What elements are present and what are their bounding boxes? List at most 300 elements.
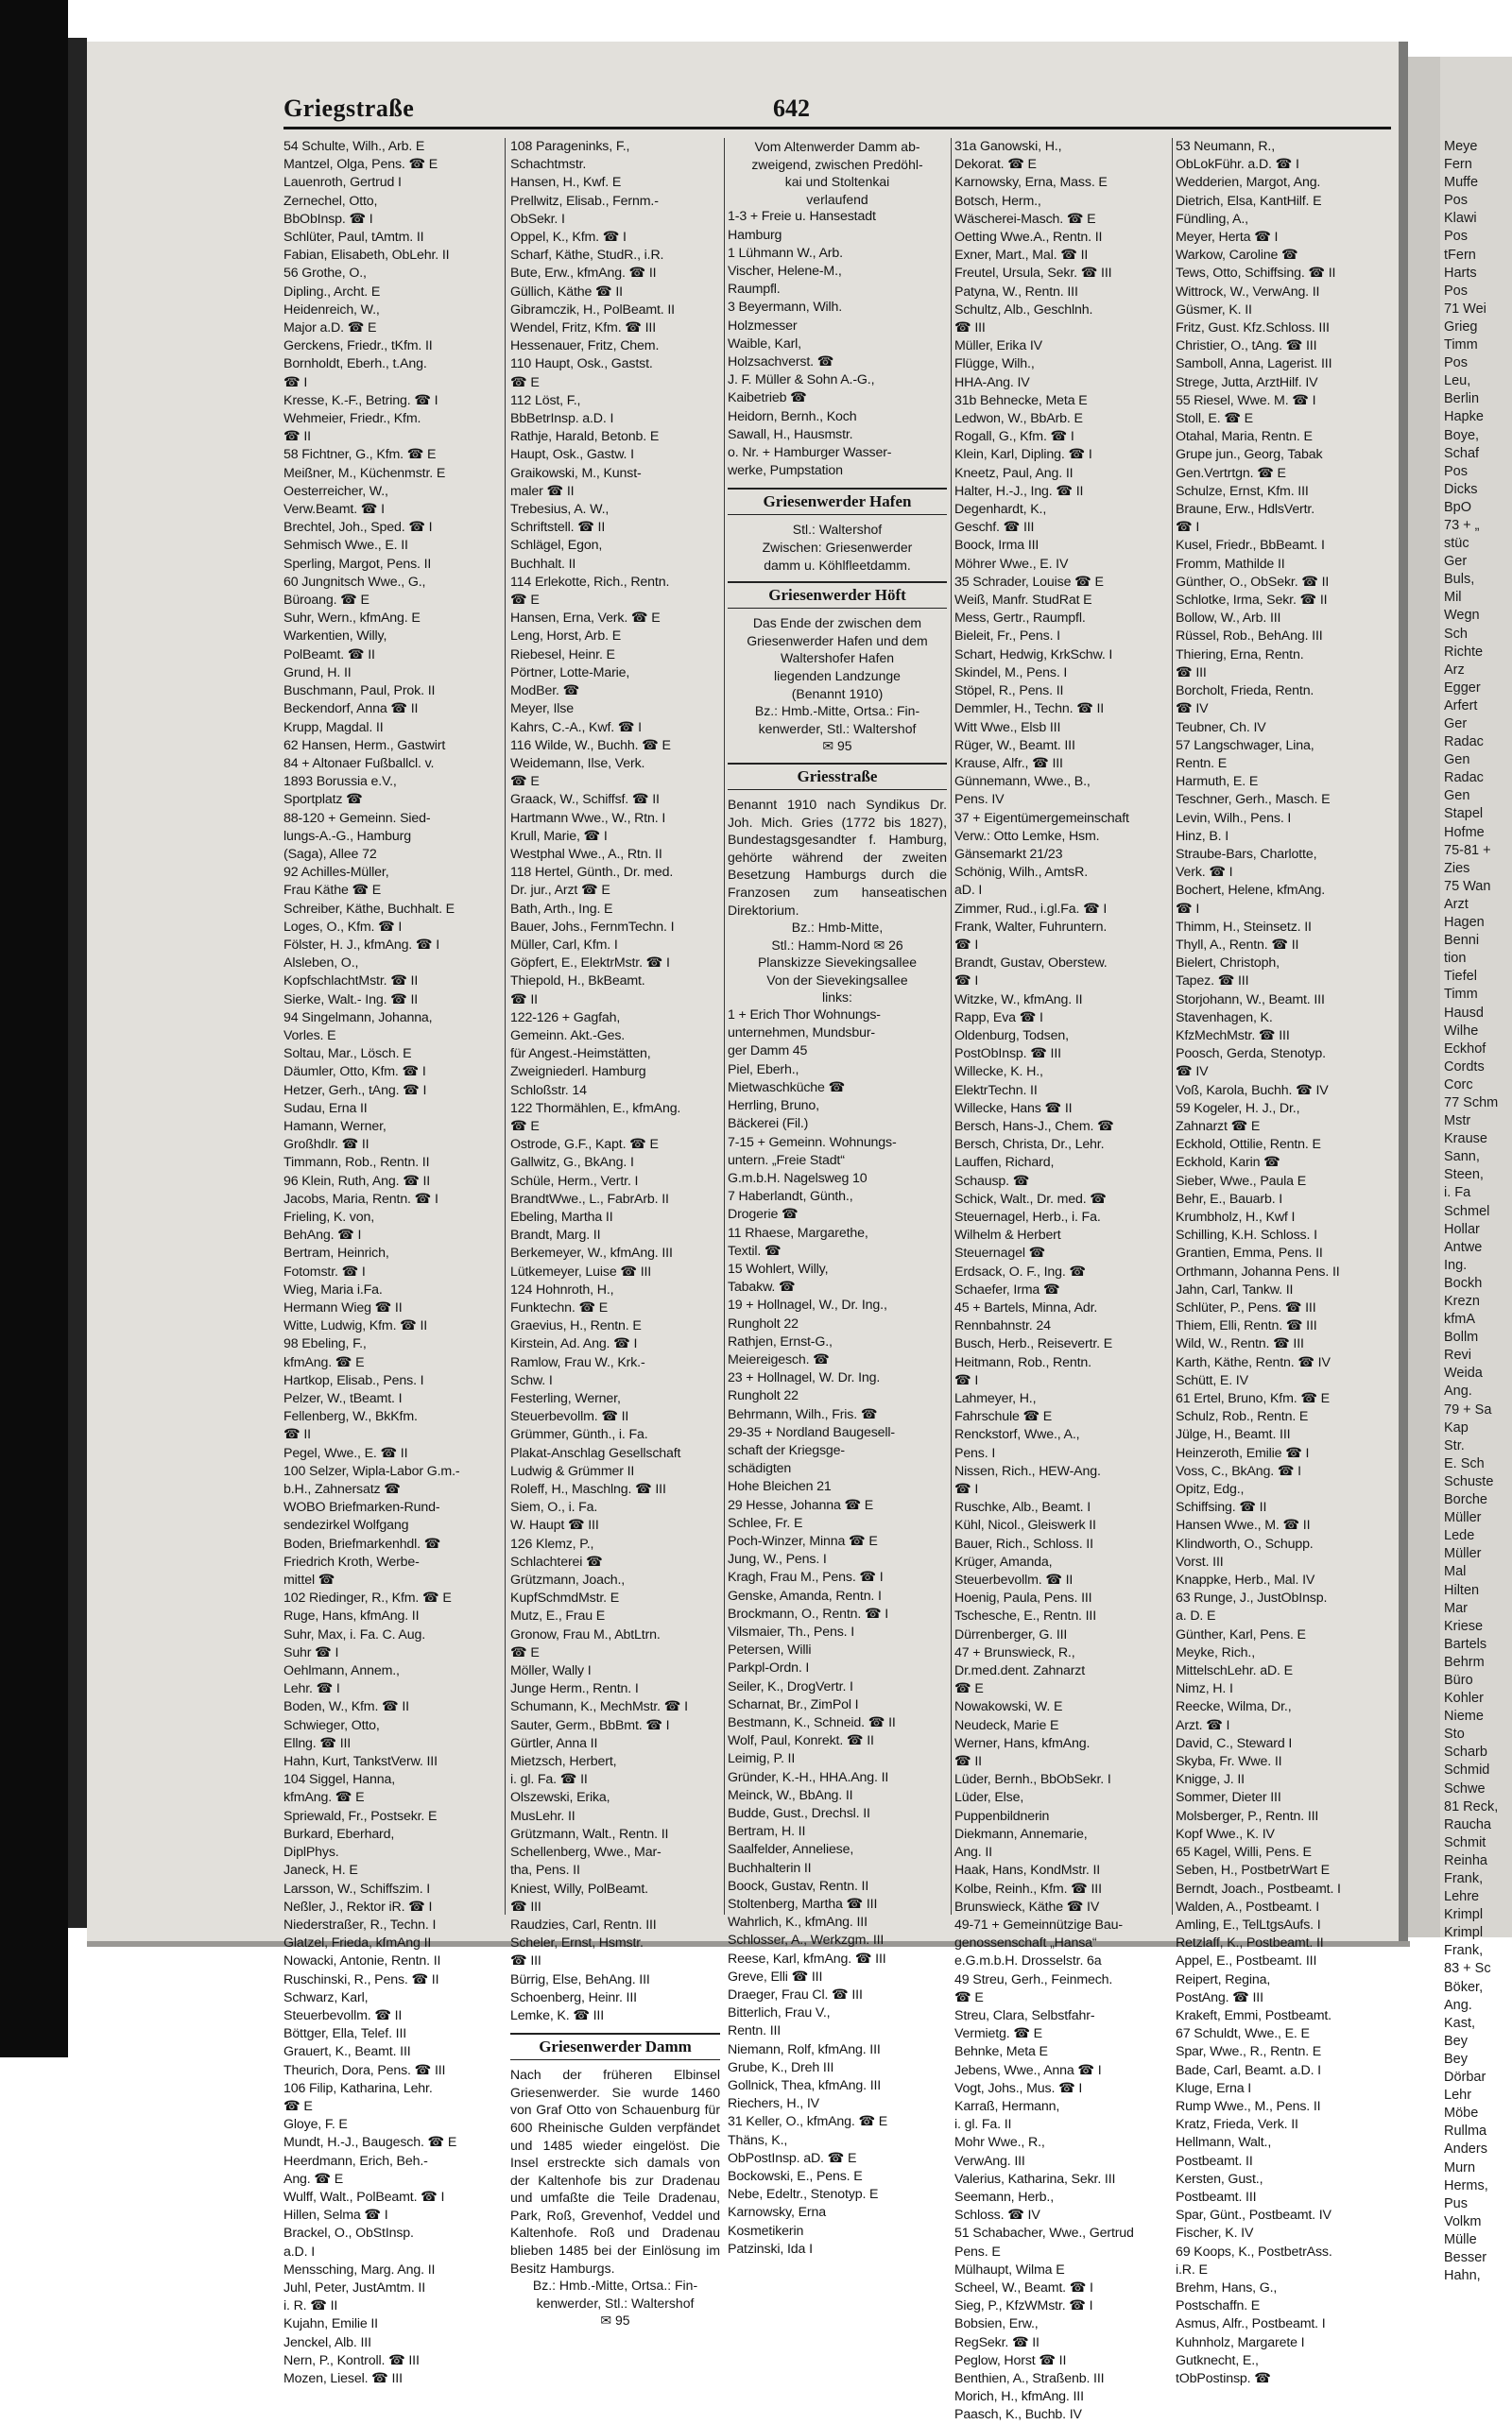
directory-entry: 57 Langschwager, Lina, bbox=[1176, 737, 1314, 753]
directory-entry: Schloss. ☎ IV bbox=[954, 2208, 1040, 2224]
column-1-entries bbox=[284, 138, 501, 2388]
directory-entry: Bürrig, Else, BehAng. III bbox=[510, 1971, 650, 1987]
directory-entry: Junge Herm., Rentn. I bbox=[510, 1681, 639, 1697]
directory-entry: 29-35 + Nordland Baugesell- bbox=[728, 1424, 895, 1440]
directory-entry: Oesterreicher, W., bbox=[284, 483, 388, 499]
next-page-entry-fragment: Raucha bbox=[1444, 1816, 1491, 1832]
directory-entry: 122-126 + Gagfah, bbox=[510, 1009, 621, 1025]
directory-entry: Kolbe, Reinh., Kfm. ☎ III bbox=[954, 1881, 1102, 1897]
next-page-entry-fragment: Volkm bbox=[1444, 2213, 1482, 2229]
directory-entry: Lemke, K. ☎ III bbox=[510, 2007, 605, 2023]
directory-entry: Meinck, W., BbAng. II bbox=[728, 1787, 853, 1803]
next-page-entry-fragment: Buls, bbox=[1444, 572, 1475, 588]
directory-entry: Behr, E., Bauarb. I bbox=[1176, 1191, 1283, 1207]
next-page-entry-fragment: i. Fa bbox=[1444, 1185, 1471, 1201]
directory-entry: Oetting Wwe.A., Rentn. II bbox=[954, 230, 1103, 246]
section-meta bbox=[510, 2277, 720, 2330]
directory-entry: 102 Riedinger, R., Kfm. ☎ E bbox=[284, 1591, 452, 1607]
street-description bbox=[728, 138, 947, 208]
directory-entry: Patzinski, Ida I bbox=[728, 2241, 813, 2257]
directory-entry: Bollow, W., Arb. III bbox=[1176, 611, 1281, 627]
next-page-entry-fragment: BpO bbox=[1444, 499, 1472, 515]
directory-entry: KopfschlachtMstr. ☎ II bbox=[284, 973, 419, 989]
column-divider bbox=[951, 138, 952, 1915]
directory-entry: Bieleit, Fr., Pens. I bbox=[954, 628, 1060, 645]
directory-entry: Beckendorf, Anna ☎ II bbox=[284, 701, 419, 717]
directory-entry: Juhl, Peter, JustAmtm. II bbox=[284, 2279, 425, 2296]
directory-entry: Wedderien, Margot, Ang. bbox=[1176, 175, 1321, 191]
directory-entry: Otahal, Maria, Rentn. E bbox=[1176, 429, 1313, 445]
directory-entry: PostAng. ☎ III bbox=[1176, 1989, 1263, 2005]
directory-entry: 122 Thormählen, E., kfmAng. bbox=[510, 1100, 681, 1116]
directory-entry: 61 Ertel, Bruno, Kfm. ☎ E bbox=[1176, 1391, 1330, 1407]
directory-entry: Frank, Walter, Fuhruntern. bbox=[954, 919, 1108, 935]
directory-entry: Schwarz, Karl, bbox=[284, 1989, 369, 2005]
directory-entry: Gürtler, Anna II bbox=[510, 1735, 598, 1751]
directory-entry: ☎ I bbox=[954, 973, 979, 989]
directory-entry: Raudzies, Carl, Rentn. III bbox=[510, 1917, 657, 1933]
directory-entry: Renckstorf, Wwe., A., bbox=[954, 1427, 1080, 1443]
directory-entry: Rungholt 22 bbox=[728, 1316, 799, 1332]
directory-entry: Verw.: Otto Lemke, Hsm. bbox=[954, 828, 1100, 844]
next-page-entry-fragment: Eckhof bbox=[1444, 1041, 1486, 1057]
section-info-line: links: bbox=[822, 989, 852, 1006]
directory-entry: Sieber, Wwe., Paula E bbox=[1176, 1173, 1307, 1189]
directory-entry: Schlotke, Irma, Sekr. ☎ II bbox=[1176, 593, 1328, 609]
section-meta bbox=[728, 521, 947, 574]
directory-entry: Sportplatz ☎ bbox=[284, 792, 363, 808]
directory-entry: Kaibetrieb ☎ bbox=[728, 390, 807, 406]
directory-entry: i.R. E bbox=[1176, 2262, 1208, 2278]
directory-entry: Tapez. ☎ III bbox=[1176, 973, 1249, 989]
next-page-entry-fragment: Meye bbox=[1444, 139, 1478, 154]
next-page-entry-fragment: Schmel bbox=[1444, 1203, 1490, 1219]
directory-entry: Müller, Erika IV bbox=[954, 338, 1042, 354]
directory-entry: 110 Haupt, Osk., Gastst. bbox=[510, 356, 653, 372]
directory-entry: Harmuth, E. E bbox=[1176, 774, 1259, 790]
directory-entry: Werner, Hans, kfmAng. bbox=[954, 1735, 1091, 1751]
directory-entry: Schlee, Fr. E bbox=[728, 1515, 803, 1531]
directory-entry: Opitz, Edg., bbox=[1176, 1482, 1245, 1498]
directory-entry: Wieg, Maria i.Fa. bbox=[284, 1281, 383, 1298]
directory-entry: Seemann, Herb., bbox=[954, 2189, 1055, 2205]
next-page-entry-fragment: Sto bbox=[1444, 1727, 1465, 1743]
directory-entry: ☎ E bbox=[510, 1644, 540, 1660]
directory-entry: Holzsachverst. ☎ bbox=[728, 354, 834, 370]
directory-entry: Dekorat. ☎ E bbox=[954, 157, 1037, 173]
directory-entry: ObSekr. I bbox=[510, 211, 565, 227]
directory-entry: 126 Klemz, P., bbox=[510, 1536, 594, 1552]
directory-entry: Göpfert, E., ElektrMstr. ☎ I bbox=[510, 955, 670, 972]
directory-entry: 1 + Erich Thor Wohnungs- bbox=[728, 1007, 881, 1023]
directory-entry: Warkentien, Willy, bbox=[284, 628, 387, 645]
directory-entry: Hartmann Wwe., W., Rtn. I bbox=[510, 810, 666, 826]
directory-entry: Lauenroth, Gertrud I bbox=[284, 175, 402, 191]
directory-entry: ☎ E bbox=[284, 2098, 313, 2114]
directory-entry: Sawall, H., Hausmstr. bbox=[728, 426, 853, 442]
directory-entry: Hohe Bleichen 21 bbox=[728, 1479, 832, 1495]
next-page-entry-fragment: Mstr bbox=[1444, 1113, 1471, 1129]
directory-entry: Grützmann, Walt., Rentn. II bbox=[510, 1826, 669, 1842]
column-3 bbox=[728, 138, 947, 2257]
directory-entry: Riebesel, Heinr. E bbox=[510, 646, 615, 662]
directory-entry: 108 Parageninks, F., bbox=[510, 139, 630, 154]
directory-entry: Hetzer, Gerh., tAng. ☎ I bbox=[284, 1082, 427, 1098]
directory-entry: Tschesche, E., Rentn. III bbox=[954, 1608, 1097, 1625]
directory-entry: 104 Siggel, Hanna, bbox=[284, 1772, 395, 1788]
directory-entry: Fabian, Elisabeth, ObLehr. II bbox=[284, 248, 450, 264]
directory-entry: Heitmann, Rob., Rentn. bbox=[954, 1354, 1091, 1370]
directory-entry: Meyke, Rich., bbox=[1176, 1644, 1255, 1660]
directory-entry: 53 Neumann, R., bbox=[1176, 139, 1276, 154]
directory-entry: Hamann, Werner, bbox=[284, 1118, 387, 1134]
directory-entry: Suhr, Max, i. Fa. C. Aug. bbox=[284, 1626, 426, 1642]
directory-entry: Reese, Karl, kfmAng. ☎ III bbox=[728, 1951, 886, 1967]
directory-entry: Mess, Gertr., Raumpfl. bbox=[954, 611, 1086, 627]
directory-entry: Seben, H., PostbetrWart E bbox=[1176, 1863, 1330, 1879]
directory-entry: Bade, Carl, Beamt. a.D. I bbox=[1176, 2062, 1321, 2078]
next-page-entry-fragment: Corc bbox=[1444, 1076, 1473, 1092]
directory-entry: ☎ E bbox=[510, 1118, 540, 1134]
directory-entry: Möller, Wally I bbox=[510, 1663, 592, 1679]
directory-entry: Oppel, K., Kfm. ☎ I bbox=[510, 230, 627, 246]
next-page-entry-fragment: Timm bbox=[1444, 337, 1478, 353]
directory-entry: Gründer, K.-H., HHA.Ang. II bbox=[728, 1769, 889, 1785]
directory-entry: 15 Wohlert, Willy, bbox=[728, 1261, 829, 1277]
directory-entry: Steuerbevollm. ☎ II bbox=[954, 1573, 1074, 1589]
directory-entry: Däumler, Otto, Kfm. ☎ I bbox=[284, 1064, 426, 1080]
next-page-entry-fragment: Egger bbox=[1444, 679, 1481, 696]
directory-entry: Haak, Hans, KondMstr. II bbox=[954, 1863, 1101, 1879]
next-page-entry-fragment: Gen bbox=[1444, 788, 1470, 804]
directory-entry: Steuerbevollm. ☎ II bbox=[284, 2007, 403, 2023]
directory-entry: Herrling, Bruno, bbox=[728, 1098, 819, 1114]
directory-entry: Schick, Walt., Dr. med. ☎ bbox=[954, 1191, 1107, 1207]
directory-entry: Greve, Elli ☎ III bbox=[728, 1969, 823, 1985]
next-page-entry-fragment: 75 Wan bbox=[1444, 878, 1491, 894]
directory-entry: Rogall, G., Kfm. ☎ I bbox=[954, 429, 1074, 445]
directory-entry: 60 Jungnitsch Wwe., G., bbox=[284, 574, 426, 590]
directory-entry: 31b Behnecke, Meta E bbox=[954, 392, 1088, 408]
directory-entry: Gemeinn. Akt.-Ges. bbox=[510, 1027, 626, 1043]
directory-entry: 3 Beyermann, Wilh. bbox=[728, 300, 843, 316]
directory-entry: Saalfelder, Anneliese, bbox=[728, 1842, 854, 1858]
directory-entry: Hahn, Kurt, TankstVerw. III bbox=[284, 1754, 438, 1770]
directory-entry: Schriftstell. ☎ II bbox=[510, 520, 606, 536]
book-spine-shadow bbox=[68, 38, 87, 1928]
directory-entry: ObLokFühr. a.D. ☎ I bbox=[1176, 157, 1299, 173]
directory-entry: Paasch, K., Buchb. IV bbox=[954, 2407, 1082, 2423]
directory-entry: Mutz, E., Frau E bbox=[510, 1608, 606, 1625]
directory-entry: maler ☎ II bbox=[510, 483, 575, 499]
directory-entry: Zimmer, Rud., i.gl.Fa. ☎ I bbox=[954, 901, 1108, 917]
next-page-entry-fragment: Müller bbox=[1444, 1546, 1482, 1562]
section-info-line: Bz.: Hmb-Mitte, bbox=[791, 920, 884, 936]
directory-entry: ☎ II bbox=[510, 991, 538, 1007]
directory-entry: Steuernagel ☎ bbox=[954, 1246, 1046, 1262]
directory-entry: Vischer, Helene-M., bbox=[728, 263, 842, 279]
directory-entry: Schulze, Ernst, Kfm. III bbox=[1176, 483, 1309, 499]
directory-entry: Heerdmann, Erich, Beh.- bbox=[284, 2153, 428, 2169]
directory-entry: Vermietg. ☎ E bbox=[954, 2026, 1042, 2042]
directory-entry: ☎ E bbox=[510, 374, 540, 390]
directory-entry: Bornholdt, Eberh., t.Ang. bbox=[284, 356, 427, 372]
directory-entry: 106 Filip, Katharina, Lehr. bbox=[284, 2080, 433, 2096]
next-page-entry-fragment: 75-81 + bbox=[1444, 842, 1491, 858]
scan-background-left bbox=[0, 0, 68, 2057]
street-description-line: kai und Stoltenkai bbox=[784, 174, 890, 190]
directory-entry: e.G.m.b.H. Drosselstr. 6a bbox=[954, 1953, 1102, 1969]
directory-entry: Buchhalt. II bbox=[510, 556, 576, 572]
directory-entry: Vogt, Johs., Mus. ☎ I bbox=[954, 2080, 1083, 2096]
directory-entry: Pelzer, W., tBeamt. I bbox=[284, 1391, 403, 1407]
directory-entry: Thiepold, H., BkBeamt. bbox=[510, 973, 645, 989]
directory-entry: Postbeamt. III bbox=[1176, 2189, 1257, 2205]
next-page-entry-fragment: Möbe bbox=[1444, 2106, 1479, 2122]
next-page-entry-fragment: Timm bbox=[1444, 987, 1478, 1003]
directory-entry: Voß, Karola, Buchh. ☎ IV bbox=[1176, 1082, 1329, 1098]
directory-entry: ☎ E bbox=[510, 774, 540, 790]
directory-entry: Heinzeroth, Emilie ☎ I bbox=[1176, 1445, 1310, 1461]
directory-entry: Leng, Horst, Arb. E bbox=[510, 628, 622, 645]
next-page-entry-fragment: Büro bbox=[1444, 1672, 1473, 1688]
next-page-entry-fragment: Berlin bbox=[1444, 391, 1480, 407]
next-page-entry-fragment: Frank, bbox=[1444, 1943, 1484, 1959]
directory-entry: 67 Schuldt, Wwe., E. E bbox=[1176, 2026, 1310, 2042]
next-page-entry-fragment: Schwe bbox=[1444, 1780, 1486, 1797]
column-2 bbox=[510, 138, 720, 2329]
directory-entry: Ostrode, G.F., Kapt. ☎ E bbox=[510, 1137, 659, 1153]
directory-entry: Niemann, Rolf, kfmAng. III bbox=[728, 2041, 881, 2057]
directory-entry: 94 Singelmann, Johanna, bbox=[284, 1009, 433, 1025]
directory-entry: a. D. E bbox=[1176, 1608, 1216, 1625]
next-page-entry-fragment: Nieme bbox=[1444, 1709, 1484, 1725]
directory-entry: Bauer, Rich., Schloss. II bbox=[954, 1536, 1093, 1552]
directory-entry: Flügge, Wilh., bbox=[954, 356, 1035, 372]
directory-entry: Brackel, O., ObStInsp. bbox=[284, 2226, 414, 2242]
directory-entry: Nissen, Rich., HEW-Ang. bbox=[954, 1463, 1101, 1479]
directory-entry: Rungholt 22 bbox=[728, 1388, 799, 1404]
directory-entry: werke, Pumpstation bbox=[728, 463, 843, 479]
directory-entry: Gutknecht, E., bbox=[1176, 2352, 1259, 2368]
directory-entry: Orthmann, Johanna Pens. II bbox=[1176, 1264, 1340, 1280]
next-page-entry-fragment: Steen, bbox=[1444, 1167, 1484, 1183]
directory-entry: Westphal Wwe., A., Rtn. II bbox=[510, 846, 662, 862]
directory-entry: Karnowsky, Erna bbox=[728, 2205, 826, 2221]
next-page-entry-fragment: Revi bbox=[1444, 1348, 1472, 1364]
column-divider bbox=[505, 138, 506, 1915]
running-head-street: Griegstraße bbox=[284, 95, 415, 122]
directory-entry: 49-71 + Gemeinnützige Bau- bbox=[954, 1917, 1123, 1933]
column-5 bbox=[1176, 138, 1391, 2386]
section-meta bbox=[728, 614, 947, 755]
directory-entry: Sierke, Walt.- Ing. ☎ II bbox=[284, 991, 419, 1007]
directory-entry: Strege, Jutta, ArztHilf. IV bbox=[1176, 374, 1318, 390]
directory-entry: KupfSchmdMstr. E bbox=[510, 1591, 620, 1607]
directory-entry: Büroang. ☎ E bbox=[284, 593, 369, 609]
directory-entry: Menssching, Marg. Ang. II bbox=[284, 2262, 436, 2278]
directory-entry: ☎ E bbox=[510, 593, 540, 609]
directory-entry: Demmler, H., Techn. ☎ II bbox=[954, 701, 1105, 717]
directory-entry: Walden, A., Postbeamt. I bbox=[1176, 1899, 1320, 1915]
next-page-entry-fragment: Ing. bbox=[1444, 1257, 1468, 1273]
directory-entry: Kusel, Friedr., BbBeamt. I bbox=[1176, 538, 1325, 554]
column-5-entries bbox=[1176, 138, 1391, 2388]
next-page-entry-fragment: Sch bbox=[1444, 626, 1468, 642]
directory-entry: Schwieger, Otto, bbox=[284, 1717, 380, 1733]
next-page-entry-fragment: Pos bbox=[1444, 283, 1468, 299]
directory-entry: Piel, Eberh., bbox=[728, 1061, 799, 1077]
directory-entry: W. Haupt ☎ III bbox=[510, 1518, 599, 1534]
directory-entry: Reecke, Wilma, Dr., bbox=[1176, 1699, 1292, 1715]
directory-entry: Meiereigesch. ☎ bbox=[728, 1351, 830, 1367]
section-info-line: Stl.: Hamm-Nord ✉ 26 bbox=[771, 937, 903, 953]
directory-entry: Geschf. ☎ III bbox=[954, 520, 1035, 536]
directory-entry: Teschner, Gerh., Masch. E bbox=[1176, 792, 1331, 808]
directory-entry: Rüger, W., Beamt. III bbox=[954, 737, 1075, 753]
directory-entry: Molsberger, P., Rentn. III bbox=[1176, 1808, 1319, 1824]
next-page-entry-fragment: Krause bbox=[1444, 1131, 1487, 1147]
directory-entry: 118 Hertel, Günth., Dr. med. bbox=[510, 865, 674, 881]
directory-entry: Gronow, Frau M., AbtLtrn. bbox=[510, 1626, 661, 1642]
directory-entry: Weidemann, Ilse, Verk. bbox=[510, 755, 645, 771]
directory-entry: Patyna, W., Rentn. III bbox=[954, 284, 1078, 300]
directory-entry: Busch, Herb., Reisevertr. E bbox=[954, 1336, 1113, 1352]
next-page-entry-fragment: Boye, bbox=[1444, 427, 1480, 443]
directory-entry: Bochert, Helene, kfmAng. bbox=[1176, 883, 1326, 899]
directory-entry: Hellmann, Walt., bbox=[1176, 2135, 1272, 2151]
directory-entry: Graevius, H., Rentn. E bbox=[510, 1318, 642, 1334]
directory-entry: lungs-A.-G., Hamburg bbox=[284, 828, 411, 844]
directory-entry: Kujahn, Emilie II bbox=[284, 2316, 378, 2332]
directory-entry: Erdsack, O. F., Ing. ☎ bbox=[954, 1264, 1086, 1280]
directory-entry: ☎ II bbox=[284, 429, 311, 445]
directory-entry: Kragh, Frau M., Pens. ☎ I bbox=[728, 1570, 884, 1586]
directory-entry: Funktechn. ☎ E bbox=[510, 1300, 609, 1316]
directory-entry: ModBer. ☎ bbox=[510, 683, 580, 699]
directory-entry: kfmAng. ☎ E bbox=[284, 1790, 365, 1806]
section-info-line: Zwischen: Griesenwerder bbox=[762, 540, 913, 556]
directory-entry: Christier, O., tAng. ☎ III bbox=[1176, 338, 1317, 354]
directory-entry: Schloßstr. 14 bbox=[510, 1082, 587, 1098]
directory-entry: Wendel, Fritz, Kfm. ☎ III bbox=[510, 320, 656, 336]
next-page-entry-fragment: Weida bbox=[1444, 1366, 1483, 1382]
directory-entry: Neudeck, Marie E bbox=[954, 1717, 1059, 1733]
directory-entry: Loges, O., Kfm. ☎ I bbox=[284, 919, 403, 935]
directory-entry: Sieg, P., KfzWMstr. ☎ I bbox=[954, 2298, 1093, 2314]
directory-entry: Streu, Clara, Selbstfahr- bbox=[954, 2007, 1095, 2023]
directory-entry: ElektrTechn. II bbox=[954, 1082, 1038, 1098]
directory-entry: Schart, Hedwig, KrkSchw. I bbox=[954, 646, 1113, 662]
directory-entry: Kosmetikerin bbox=[728, 2223, 804, 2239]
directory-entry: Kühl, Nicol., Gleiswerk II bbox=[954, 1518, 1096, 1534]
directory-entry: Fellenberg, W., BkKfm. bbox=[284, 1409, 418, 1425]
next-page-entry-fragment: kfmA bbox=[1444, 1312, 1476, 1328]
directory-entry: Grantien, Emma, Pens. II bbox=[1176, 1246, 1323, 1262]
directory-entry: 55 Riesel, Wwe. M. ☎ I bbox=[1176, 392, 1316, 408]
directory-entry: Weiß, Manfr. StudRat E bbox=[954, 593, 1092, 609]
directory-entry: Asmus, Alfr., Postbeamt. I bbox=[1176, 2316, 1326, 2332]
directory-entry: Jebens, Wwe., Anna ☎ I bbox=[954, 2062, 1102, 2078]
directory-entry: Hartkop, Elisab., Pens. I bbox=[284, 1372, 424, 1388]
directory-entry: ☎ III bbox=[954, 320, 986, 336]
directory-entry: Ludwig & Grümmer II bbox=[510, 1463, 635, 1479]
section-title-griesenwerder-hoeft: Griesenwerder Höft bbox=[728, 581, 947, 609]
directory-entry: Ramlow, Frau W., Krk.- bbox=[510, 1354, 645, 1370]
directory-entry: Dietrich, Elsa, KantHilf. E bbox=[1176, 193, 1322, 209]
directory-entry: 11 Rhaese, Margarethe, bbox=[728, 1225, 868, 1241]
directory-entry: ☎ E bbox=[954, 1681, 984, 1697]
directory-entry: Schw. I bbox=[510, 1372, 553, 1388]
directory-entry: Bobsien, Erw., bbox=[954, 2316, 1039, 2332]
next-page-entry-fragment: Müller bbox=[1444, 1510, 1482, 1526]
section-description: Nach der früheren Elbinsel Griesenwerder. Sie wurde 1460 von Graf Otto von Schauenburg für 600 Rheinische Gulden verpfändet und 1485 wieder eingelöst. Die Insel erstreckte sich damals von der Kaltenhofe bis zur Dradenau und umfaßte die Teile Dradenau, Park, Roß, Grevenhof, Veddel und Kaltenhofe. Roß und Dradenau blieben 1485 bei der Einlösung im Besitz Hamburgs. bbox=[510, 2067, 720, 2276]
directory-entry: Fündling, A., bbox=[1176, 211, 1248, 227]
section-title-griesstrasse: Griesstraße bbox=[728, 763, 947, 790]
directory-entry: Schlüter, P., Pens. ☎ III bbox=[1176, 1300, 1316, 1316]
directory-entry: Schönig, Wilh., AmtsR. bbox=[954, 865, 1088, 881]
directory-entry: Kniest, Willy, PolBeamt. bbox=[510, 1881, 648, 1897]
directory-entry: Gibramczik, H., PolBeamt. II bbox=[510, 301, 675, 318]
directory-entry: 58 Fichtner, G., Kfm. ☎ E bbox=[284, 447, 437, 463]
directory-entry: G.m.b.H. Nagelsweg 10 bbox=[728, 1170, 868, 1186]
directory-entry: Draeger, Frau Cl. ☎ III bbox=[728, 1987, 863, 2004]
next-page-entry-fragment: Klawi bbox=[1444, 211, 1477, 227]
directory-entry: Puppenbildnerin bbox=[954, 1808, 1050, 1824]
directory-entry: BehAng. ☎ I bbox=[284, 1228, 362, 1244]
next-page-entry-fragment: Lehr bbox=[1444, 2088, 1472, 2104]
next-page-entry-fragment: Radac bbox=[1444, 734, 1484, 750]
directory-entry: Thimm, H., Steinsetz. II bbox=[1176, 919, 1312, 935]
next-page-entry-fragment: Antwe bbox=[1444, 1239, 1483, 1255]
directory-entry: i. gl. Fa. II bbox=[954, 2117, 1012, 2133]
directory-entry: 7-15 + Gemeinn. Wohnungs- bbox=[728, 1134, 897, 1150]
next-page-entry-fragment: Schuste bbox=[1444, 1473, 1494, 1489]
directory-entry: Stavenhagen, K. bbox=[1176, 1009, 1273, 1025]
directory-entry: 59 Kogeler, H. J., Dr., bbox=[1176, 1100, 1300, 1116]
directory-entry: Skyba, Fr. Wwe. II bbox=[1176, 1754, 1282, 1770]
section-info-line: Bz.: Hmb.-Mitte, Ortsa.: Fin- bbox=[754, 703, 920, 719]
directory-entry: Ang. ☎ E bbox=[284, 2171, 344, 2187]
directory-entry: Schreiber, Käthe, Buchhalt. E bbox=[284, 901, 455, 917]
next-page-entry-fragment: Hapke bbox=[1444, 409, 1484, 425]
directory-entry: Diekmann, Annemarie, bbox=[954, 1826, 1088, 1842]
directory-entry: Buchhalterin II bbox=[728, 1860, 812, 1876]
directory-entry: Zweigniederl. Hamburg bbox=[510, 1064, 646, 1080]
directory-entry: Straube-Bars, Charlotte, bbox=[1176, 846, 1317, 862]
section-info-line: ✉ 95 bbox=[822, 738, 852, 754]
directory-entry: Sperling, Margot, Pens. II bbox=[284, 556, 432, 572]
directory-entry: Gollnick, Thea, kfmAng. III bbox=[728, 2078, 882, 2094]
directory-entry: Sommer, Dieter III bbox=[1176, 1790, 1281, 1806]
section-info-line: Griesenwerder Hafen und dem bbox=[747, 632, 928, 648]
directory-entry: PostObInsp. ☎ III bbox=[954, 1046, 1061, 1062]
directory-entry: Schüle, Herm., Vertr. I bbox=[510, 1173, 639, 1189]
next-page-entry-fragment: Schmid bbox=[1444, 1763, 1490, 1779]
directory-entry: Schausp. ☎ bbox=[954, 1173, 1030, 1189]
directory-entry: 54 Schulte, Wilh., Arb. E bbox=[284, 139, 425, 154]
directory-entry: Parkpl-Ordn. I bbox=[728, 1660, 810, 1677]
next-page-entry-fragment: Krimpl bbox=[1444, 1907, 1484, 1923]
directory-entry: Wild, W., Rentn. ☎ III bbox=[1176, 1336, 1304, 1352]
directory-entry: Samboll, Anna, Lagerist. III bbox=[1176, 356, 1332, 372]
directory-entry: Krupp, Magdal. II bbox=[284, 719, 384, 735]
directory-entry: Rathje, Harald, Betonb. E bbox=[510, 429, 660, 445]
directory-entry: Freutel, Ursula, Sekr. ☎ III bbox=[954, 266, 1112, 282]
directory-entry: Mundt, H.-J., Baugesch. ☎ E bbox=[284, 2135, 457, 2151]
directory-entry: 63 Runge, J., JustObInsp. bbox=[1176, 1591, 1328, 1607]
directory-entry: Trebesius, A. W., bbox=[510, 502, 610, 518]
